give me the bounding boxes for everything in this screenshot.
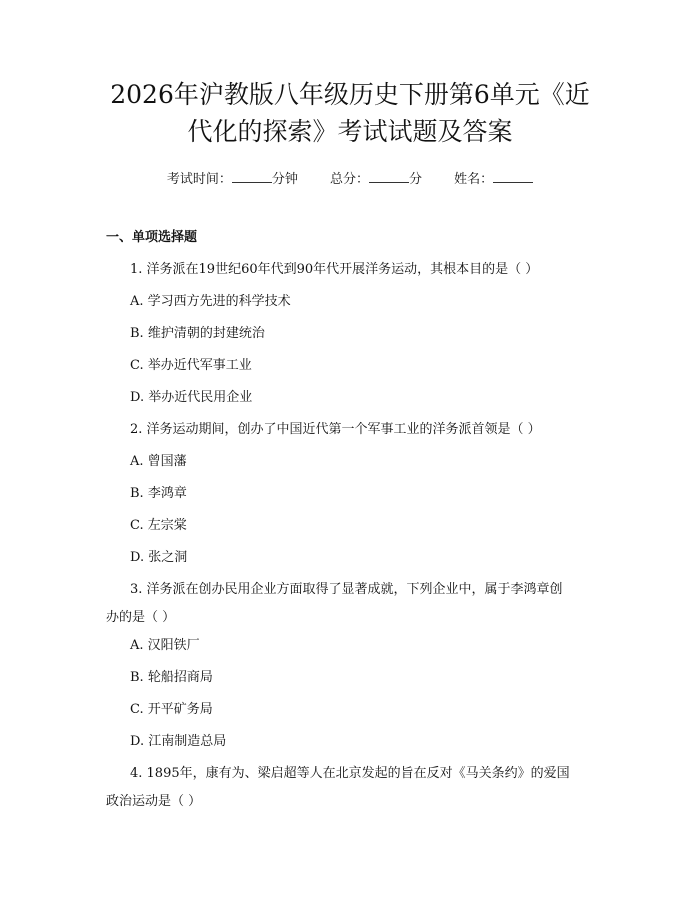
question-3-option-b: B. 轮船招商局 — [130, 670, 213, 685]
total-score-unit: 分 — [409, 172, 423, 187]
question-1-option-d: D. 举办近代民用企业 — [130, 390, 253, 405]
exam-title — [90, 76, 610, 150]
exam-meta — [0, 168, 700, 190]
exam-time — [167, 168, 298, 190]
question-2-option-d: D. 张之洞 — [130, 550, 188, 565]
question-3-option-a: A. 汉阳铁厂 — [130, 638, 200, 653]
question-3-stem-line2: 办的是（ ） — [106, 610, 176, 625]
total-score — [330, 168, 422, 190]
exam-title-line1: 2026年沪教版八年级历史下册第6单元《近 — [110, 80, 590, 109]
question-1-option-c: C. 举办近代军事工业 — [130, 358, 252, 373]
question-3-option-c: C. 开平矿务局 — [130, 702, 213, 717]
student-name-label: 姓名： — [454, 172, 494, 187]
question-2-option-a: A. 曾国藩 — [130, 454, 187, 469]
question-4-stem-line1: 4. 1895年，康有为、梁启超等人在北京发起的旨在反对《马关条约》的爱国 — [130, 766, 570, 781]
exam-time-label: 考试时间： — [166, 172, 232, 187]
question-4-stem-line2: 政治运动是（ ） — [106, 794, 202, 809]
exam-title-line2: 代化的探索》考试试题及答案 — [187, 117, 513, 146]
question-1-stem: 1. 洋务派在19世纪60年代到90年代开展洋务运动，其根本目的是（ ） — [130, 262, 539, 277]
question-3-stem-line1: 3. 洋务派在创办民用企业方面取得了显著成就，下列企业中，属于李鸿章创 — [130, 582, 563, 597]
question-2-stem: 2. 洋务运动期间，创办了中国近代第一个军事工业的洋务派首领是（ ） — [130, 422, 541, 437]
total-score-label: 总分： — [329, 172, 369, 187]
question-3-option-d: D. 江南制造总局 — [130, 734, 227, 749]
question-1-option-b: B. 维护清朝的封建统治 — [130, 326, 265, 341]
exam-time-unit: 分钟 — [271, 172, 298, 187]
exam-time-blank[interactable] — [232, 168, 272, 183]
question-2-option-b: B. 李鸿章 — [130, 486, 187, 501]
section-heading: 一、单项选择题 — [106, 230, 198, 245]
student-name-blank[interactable] — [493, 168, 533, 183]
question-1-option-a: A. 学习西方先进的科学技术 — [130, 294, 291, 309]
student-name — [454, 168, 533, 190]
total-score-blank[interactable] — [369, 168, 409, 183]
question-2-option-c: C. 左宗棠 — [130, 518, 187, 533]
